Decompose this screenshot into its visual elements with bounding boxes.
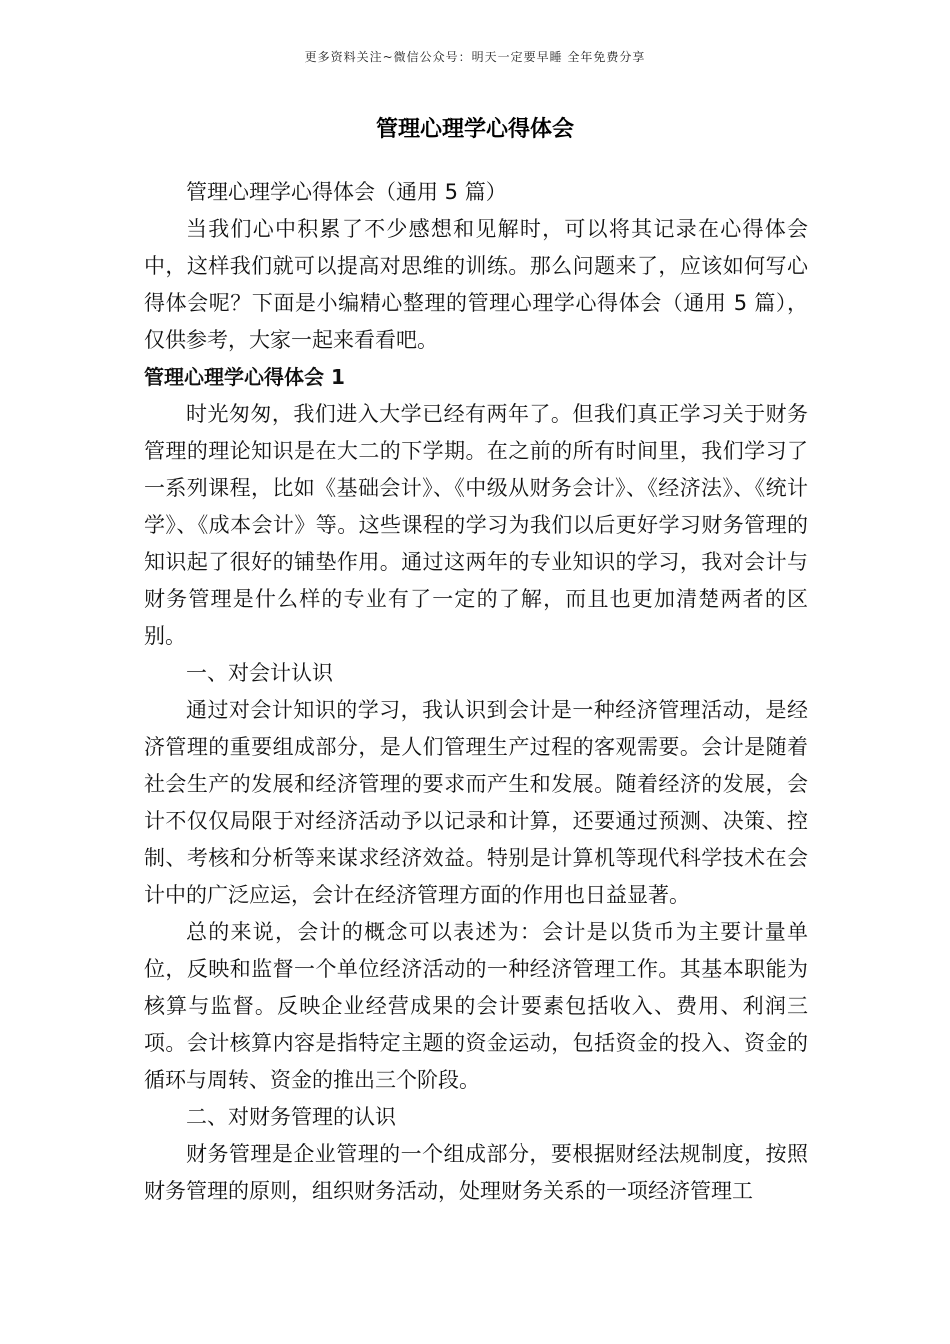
paragraph: 时光匆匆，我们进入大学已经有两年了。但我们真正学习关于财务管理的理论知识是在大二的下学期。在之前的所有时间里，我们学习了一系列课程，比如《基础会计》、《中级从财务会计》、《经济法》、《统计学》、《成本会计》等。这些课程的学习为我们以后更好学习财务管理的知识起了很好的铺垫作用。通过这两年的专业知识的学习，我对会计与财务管理是什么样的专业有了一定的了解，而且也更加清楚两者的区别。 xyxy=(144,402,808,648)
paragraph: 财务管理是企业管理的一个组成部分，要根据财经法规制度，按照财务管理的原则，组织财务活动，处理财务关系的一项经济管理工 xyxy=(144,1142,808,1203)
subtitle: 管理心理学心得体会（通用 5 篇） xyxy=(186,180,507,204)
paragraph: 总的来说，会计的概念可以表述为：会计是以货币为主要计量单位，反映和监督一个单位经济活动的一种经济管理工作。其基本职能为核算与监督。反映企业经营成果的会计要素包括收入、费用、利润三项。会计核算内容是指特定主题的资金运动，包括资金的投入、资金的循环与周转、资金的推出三个阶段。 xyxy=(144,920,808,1092)
intro-paragraph: 当我们心中积累了不少感想和见解时，可以将其记录在心得体会中，这样我们就可以提高对思维的训练。那么问题来了，应该如何写心得体会呢？下面是小编精心整理的管理心理学心得体会（通用 5 篇），仅供参考，大家一起来看看吧。 xyxy=(144,217,808,352)
header-note: 更多资料关注~微信公众号：明天一定要早睡 全年免费分享 xyxy=(304,50,646,64)
page-title: 管理心理学心得体会 xyxy=(375,117,574,142)
paragraph: 通过对会计知识的学习，我认识到会计是一种经济管理活动，是经济管理的重要组成部分，是人们管理生产过程的客观需要。会计是随着社会生产的发展和经济管理的要求而产生和发展。随着经济的发展，会计不仅仅局限于对经济活动予以记录和计算，还要通过预测、决策、控制、考核和分析等来谋求经济效益。特别是计算机等现代科学技术在会计中的广泛应运，会计在经济管理方面的作用也日益显著。 xyxy=(144,698,808,907)
section-heading: 管理心理学心得体会 1 xyxy=(144,365,345,389)
document-body xyxy=(144,174,808,1210)
subheading: 一、对会计认识 xyxy=(186,661,333,685)
subheading: 二、对财务管理的认识 xyxy=(186,1105,396,1129)
